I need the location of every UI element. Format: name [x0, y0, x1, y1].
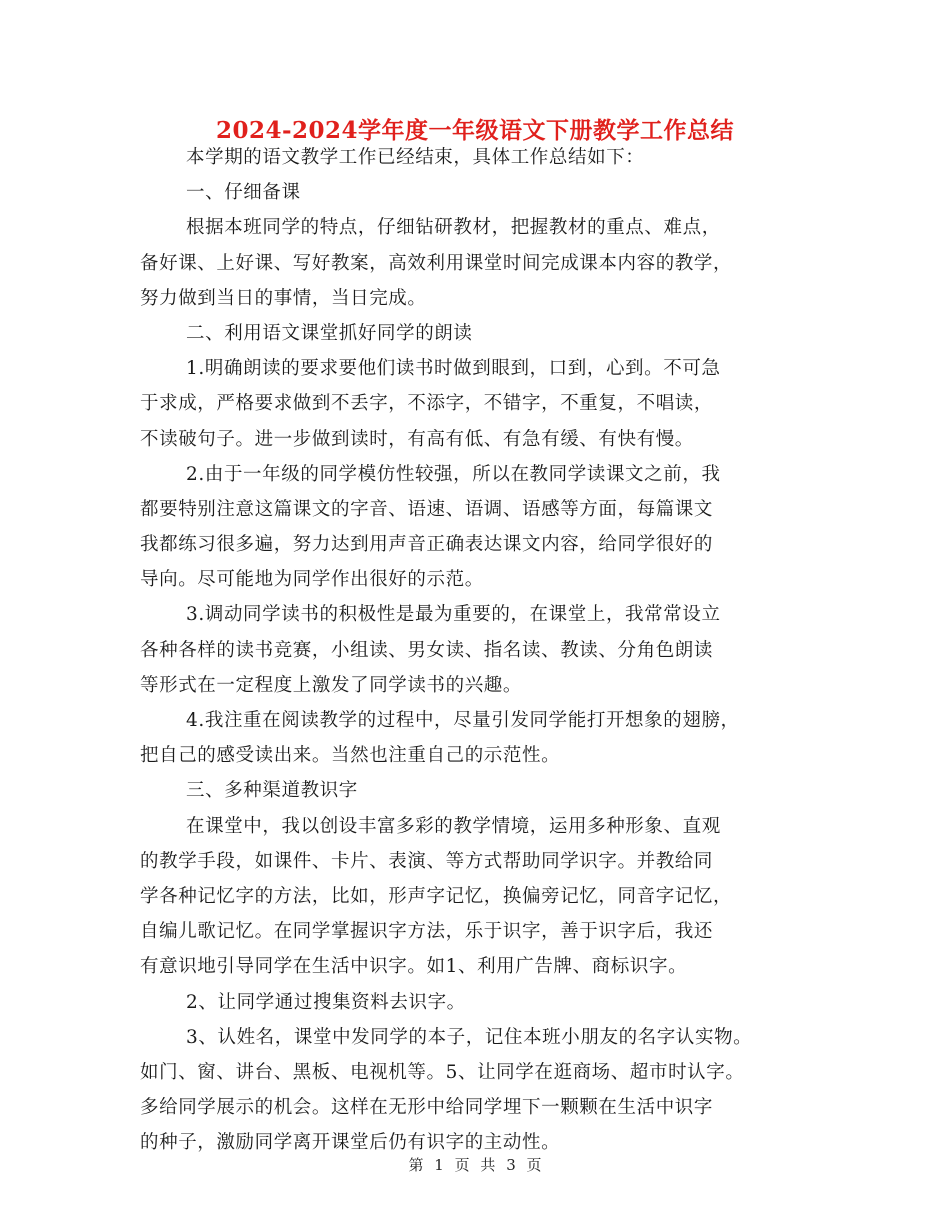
body-line: 2、让同学通过搜集资料去识字。 — [186, 991, 466, 1013]
body-line: 二、利用语文课堂抓好同学的朗读 — [186, 322, 473, 344]
body-line: 本学期的语文教学工作已经结束，具体工作总结如下： — [186, 147, 645, 168]
footer-di: 第 — [408, 1156, 424, 1174]
body-line: 学各种记忆字的方法，比如，形声字记忆，换偏旁记忆，同音字记忆， — [140, 885, 733, 907]
body-line: 导向。尽可能地为同学作出很好的示范。 — [140, 569, 484, 591]
body-line: 3、认姓名，课堂中发同学的本子，记住本班小朋友的名字认实物。 — [186, 1026, 753, 1048]
body-line: 在课堂中，我以创设丰富多彩的教学情境，运用多种形象、直观 — [186, 815, 721, 837]
body-line: 都要特别注意这篇课文的字音、语速、语调、语感等方面，每篇课文 — [140, 498, 714, 520]
body-line: 我都练习很多遍，努力达到用声音正确表达课文内容，给同学很好的 — [140, 534, 714, 556]
body-line: 4.我注重在阅读教学的过程中，尽量引发同学能打开想象的翅膀， — [186, 710, 740, 731]
body-line: 多给同学展示的机会。这样在无形中给同学埋下一颗颗在生活中识字 — [140, 1097, 714, 1119]
body-line: 1.明确朗读的要求要他们读书时做到眼到，口到，心到。不可急 — [186, 358, 721, 380]
document-body — [140, 140, 820, 1160]
body-line: 一、仔细备课 — [186, 182, 301, 204]
page-footer — [0, 1154, 950, 1175]
body-line: 把自己的感受读出来。当然也注重自己的示范性。 — [140, 745, 561, 767]
footer-gong: 共 — [480, 1156, 496, 1174]
footer-total-pages: 3 — [506, 1156, 516, 1174]
body-line: 根据本班同学的特点，仔细钻研教材，把握教材的重点、难点， — [186, 217, 721, 239]
body-line: 努力做到当日的事情，当日完成。 — [140, 287, 427, 309]
body-line: 有意识地引导同学在生活中识字。如1、利用广告牌、商标识字。 — [140, 956, 688, 978]
footer-page-number: 1 — [434, 1156, 444, 1174]
body-line: 三、多种渠道教识字 — [186, 780, 358, 802]
body-line: 自编儿歌记忆。在同学掌握识字方法，乐于识字，善于识字后，我还 — [140, 921, 714, 943]
document-title: 2024-2024学年度一年级语文下册教学工作总结 — [215, 117, 735, 144]
body-line: 备好课、上好课、写好教案，高效利用课堂时间完成课本内容的教学， — [140, 252, 733, 274]
body-line: 不读破句子。进一步做到读时，有高有低、有急有缓、有快有慢。 — [140, 428, 694, 450]
body-line: 如门、窗、讲台、黑板、电视机等。5、让同学在逛商场、超市时认字。 — [140, 1061, 745, 1083]
body-line: 等形式在一定程度上激发了同学读书的兴趣。 — [140, 674, 523, 696]
body-line: 3.调动同学读书的积极性是最为重要的，在课堂上，我常常设立 — [186, 604, 721, 626]
body-line: 的教学手段，如课件、卡片、表演、等方式帮助同学识字。并教给同 — [140, 850, 714, 872]
footer-ye2: 页 — [526, 1156, 542, 1174]
body-line: 2.由于一年级的同学模仿性较强，所以在教同学读课文之前，我 — [186, 463, 721, 485]
footer-ye: 页 — [454, 1156, 470, 1174]
body-line: 各种各样的读书竞赛，小组读、男女读、指名读、教读、分角色朗读 — [140, 639, 714, 661]
body-line: 于求成，严格要求做到不丢字，不添字，不错字，不重复，不唱读， — [140, 393, 714, 415]
body-line: 的种子，激励同学离开课堂后仍有识字的主动性。 — [140, 1132, 561, 1154]
